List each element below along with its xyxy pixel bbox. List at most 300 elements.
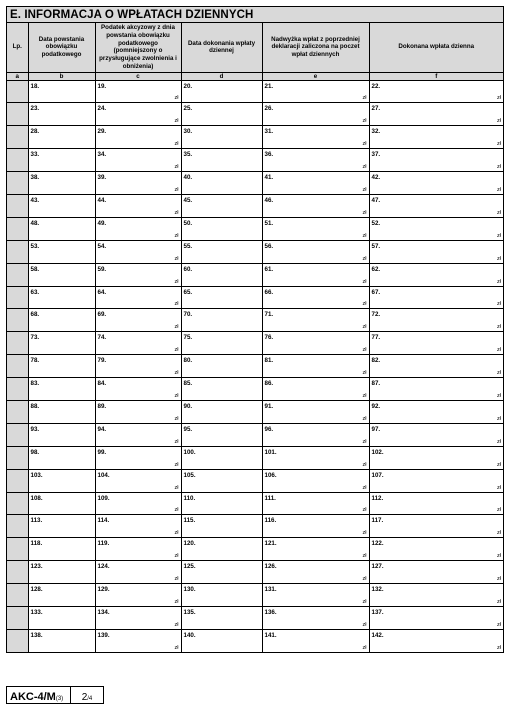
table-row (7, 355, 503, 378)
field-number: 24. (97, 105, 107, 113)
field-number: 102. (371, 448, 384, 456)
field-number: 99. (97, 448, 107, 456)
table-row (7, 584, 503, 607)
field-number: 95. (183, 425, 193, 433)
daily-payment-field[interactable] (369, 149, 503, 172)
row-lp-cell (7, 240, 28, 263)
tax-obligation-date-field[interactable] (28, 584, 95, 607)
overpayment-field[interactable] (262, 263, 369, 286)
row-lp-cell (7, 538, 28, 561)
tax-obligation-date-field[interactable] (28, 286, 95, 309)
table-row (7, 217, 503, 240)
field-number: 84. (97, 380, 107, 388)
table-row (7, 309, 503, 332)
field-number: 37. (371, 151, 381, 159)
overpayment-field[interactable] (262, 378, 369, 401)
currency-label: zł (362, 232, 367, 239)
currency-label: zł (174, 530, 179, 537)
daily-payment-field[interactable] (369, 446, 503, 469)
column-letter: d (181, 72, 262, 80)
excise-tax-field[interactable] (95, 492, 181, 515)
currency-label: zł (496, 278, 501, 285)
currency-label: zł (496, 484, 501, 491)
field-number: 123. (30, 563, 43, 571)
field-number: 26. (264, 105, 274, 113)
field-number: 137. (371, 608, 384, 616)
field-number: 107. (371, 471, 384, 479)
currency-label: zł (362, 553, 367, 560)
currency-label: zł (496, 186, 501, 193)
row-lp-cell (7, 584, 28, 607)
excise-tax-field[interactable] (95, 194, 181, 217)
excise-tax-field[interactable] (95, 217, 181, 240)
daily-payment-field[interactable] (369, 469, 503, 492)
tax-obligation-date-field[interactable] (28, 469, 95, 492)
excise-tax-field[interactable] (95, 446, 181, 469)
field-number: 50. (183, 219, 193, 227)
tax-obligation-date-field[interactable] (28, 629, 95, 652)
excise-tax-field[interactable] (95, 355, 181, 378)
field-number: 128. (30, 586, 43, 594)
column-letter: c (95, 72, 181, 80)
daily-payment-field[interactable] (369, 80, 503, 103)
excise-tax-field[interactable] (95, 126, 181, 149)
payment-date-field[interactable] (181, 103, 262, 126)
currency-label: zł (496, 164, 501, 171)
overpayment-field[interactable] (262, 240, 369, 263)
daily-payment-field[interactable] (369, 400, 503, 423)
field-number: 71. (264, 311, 274, 319)
currency-label: zł (496, 576, 501, 583)
payment-date-field[interactable] (181, 240, 262, 263)
field-number: 57. (371, 242, 381, 250)
tax-obligation-date-field[interactable] (28, 149, 95, 172)
overpayment-field[interactable] (262, 538, 369, 561)
payment-date-field[interactable] (181, 355, 262, 378)
excise-tax-field[interactable] (95, 400, 181, 423)
excise-tax-field[interactable] (95, 561, 181, 584)
tax-obligation-date-field[interactable] (28, 263, 95, 286)
currency-label: zł (496, 347, 501, 354)
field-number: 86. (264, 380, 274, 388)
currency-label: zł (174, 95, 179, 102)
currency-label: zł (362, 415, 367, 422)
overpayment-field[interactable] (262, 629, 369, 652)
daily-payment-field[interactable] (369, 606, 503, 629)
field-number: 83. (30, 380, 40, 388)
table-row (7, 194, 503, 217)
tax-obligation-date-field[interactable] (28, 561, 95, 584)
daily-payment-field[interactable] (369, 492, 503, 515)
table-row (7, 126, 503, 149)
field-number: 91. (264, 402, 274, 410)
tax-obligation-date-field[interactable] (28, 332, 95, 355)
table-row (7, 629, 503, 652)
overpayment-field[interactable] (262, 149, 369, 172)
table-row (7, 332, 503, 355)
field-number: 114. (97, 517, 110, 525)
currency-label: zł (362, 164, 367, 171)
overpayment-field[interactable] (262, 446, 369, 469)
payment-date-field[interactable] (181, 584, 262, 607)
daily-payment-field[interactable] (369, 217, 503, 240)
field-number: 138. (30, 631, 43, 639)
overpayment-field[interactable] (262, 515, 369, 538)
overpayment-field[interactable] (262, 80, 369, 103)
tax-obligation-date-field[interactable] (28, 217, 95, 240)
column-letter: e (262, 72, 369, 80)
field-number: 31. (264, 128, 274, 136)
field-number: 59. (97, 265, 107, 273)
field-number: 42. (371, 174, 381, 182)
currency-label: zł (174, 598, 179, 605)
overpayment-field[interactable] (262, 172, 369, 195)
field-number: 35. (183, 151, 193, 159)
payment-date-field[interactable] (181, 263, 262, 286)
daily-payments-table (7, 23, 503, 652)
field-number: 92. (371, 402, 381, 410)
currency-label: zł (362, 186, 367, 193)
excise-tax-field[interactable] (95, 286, 181, 309)
field-number: 53. (30, 242, 40, 250)
tax-obligation-date-field[interactable] (28, 515, 95, 538)
column-header-payment-date: Data dokonania wpłaty dziennej (181, 23, 262, 72)
payment-date-field[interactable] (181, 606, 262, 629)
overpayment-field[interactable] (262, 355, 369, 378)
payment-date-field[interactable] (181, 538, 262, 561)
column-letter: f (369, 72, 503, 80)
field-number: 79. (97, 357, 107, 365)
overpayment-field[interactable] (262, 194, 369, 217)
currency-label: zł (174, 370, 179, 377)
currency-label: zł (362, 461, 367, 468)
field-number: 65. (183, 288, 193, 296)
row-lp-cell (7, 561, 28, 584)
field-number: 19. (97, 82, 107, 90)
excise-tax-field[interactable] (95, 629, 181, 652)
daily-payment-field[interactable] (369, 515, 503, 538)
tax-obligation-date-field[interactable] (28, 80, 95, 103)
table-row (7, 492, 503, 515)
currency-label: zł (362, 621, 367, 628)
currency-label: zł (496, 232, 501, 239)
currency-label: zł (174, 255, 179, 262)
daily-payment-field[interactable] (369, 423, 503, 446)
column-header-lp: Lp. (7, 23, 28, 72)
field-number: 108. (30, 494, 43, 502)
table-row (7, 606, 503, 629)
column-header-daily-payment: Dokonana wpłata dzienna (369, 23, 503, 72)
page-number (71, 687, 103, 703)
column-header-overpayment: Nadwyżka wpłat z poprzedniej deklaracji zaliczona na poczet wpłat dziennych (262, 23, 369, 72)
excise-tax-field[interactable] (95, 172, 181, 195)
field-number: 51. (264, 219, 274, 227)
tax-obligation-date-field[interactable] (28, 400, 95, 423)
excise-tax-field[interactable] (95, 515, 181, 538)
field-number: 70. (183, 311, 193, 319)
row-lp-cell (7, 103, 28, 126)
tax-obligation-date-field[interactable] (28, 103, 95, 126)
currency-label: zł (362, 141, 367, 148)
field-number: 78. (30, 357, 40, 365)
currency-label: zł (362, 484, 367, 491)
daily-payment-field[interactable] (369, 240, 503, 263)
daily-payment-field[interactable] (369, 378, 503, 401)
tax-obligation-date-field[interactable] (28, 446, 95, 469)
currency-label: zł (174, 301, 179, 308)
field-number: 49. (97, 219, 107, 227)
excise-tax-field[interactable] (95, 584, 181, 607)
table-row (7, 240, 503, 263)
currency-label: zł (174, 232, 179, 239)
tax-obligation-date-field[interactable] (28, 492, 95, 515)
field-number: 109. (97, 494, 110, 502)
payment-date-field[interactable] (181, 400, 262, 423)
currency-label: zł (174, 324, 179, 331)
tax-obligation-date-field[interactable] (28, 423, 95, 446)
field-number: 122. (371, 540, 384, 548)
field-number: 142. (371, 631, 384, 639)
row-lp-cell (7, 309, 28, 332)
currency-label: zł (362, 95, 367, 102)
excise-tax-field[interactable] (95, 309, 181, 332)
excise-tax-field[interactable] (95, 103, 181, 126)
field-number: 66. (264, 288, 274, 296)
field-number: 54. (97, 242, 107, 250)
payment-date-field[interactable] (181, 492, 262, 515)
field-number: 139. (97, 631, 110, 639)
currency-label: zł (496, 415, 501, 422)
excise-tax-field[interactable] (95, 240, 181, 263)
daily-payment-field[interactable] (369, 538, 503, 561)
field-number: 119. (97, 540, 110, 548)
field-number: 113. (30, 517, 43, 525)
currency-label: zł (174, 461, 179, 468)
overpayment-field[interactable] (262, 332, 369, 355)
daily-payment-field[interactable] (369, 286, 503, 309)
table-row (7, 149, 503, 172)
payment-date-field[interactable] (181, 126, 262, 149)
payment-date-field[interactable] (181, 217, 262, 240)
payment-date-field[interactable] (181, 446, 262, 469)
overpayment-field[interactable] (262, 126, 369, 149)
daily-payment-field[interactable] (369, 309, 503, 332)
overpayment-field[interactable] (262, 103, 369, 126)
excise-tax-field[interactable] (95, 149, 181, 172)
payment-date-field[interactable] (181, 80, 262, 103)
field-number: 90. (183, 402, 193, 410)
currency-label: zł (174, 621, 179, 628)
payment-date-field[interactable] (181, 629, 262, 652)
currency-label: zł (174, 186, 179, 193)
field-number: 48. (30, 219, 40, 227)
row-lp-cell (7, 286, 28, 309)
currency-label: zł (174, 118, 179, 125)
field-number: 85. (183, 380, 193, 388)
excise-tax-field[interactable] (95, 80, 181, 103)
field-number: 33. (30, 151, 40, 159)
page-current: 2 (81, 692, 88, 703)
field-number: 62. (371, 265, 381, 273)
excise-tax-field[interactable] (95, 606, 181, 629)
tax-obligation-date-field[interactable] (28, 240, 95, 263)
row-lp-cell (7, 194, 28, 217)
section-title: E. INFORMACJA O WPŁATACH DZIENNYCH (7, 7, 503, 23)
field-number: 64. (97, 288, 107, 296)
field-number: 126. (264, 563, 277, 571)
field-number: 98. (30, 448, 40, 456)
payment-date-field[interactable] (181, 194, 262, 217)
field-number: 116. (264, 517, 277, 525)
row-lp-cell (7, 263, 28, 286)
currency-label: zł (174, 553, 179, 560)
field-number: 120. (183, 540, 196, 548)
field-number: 104. (97, 471, 110, 479)
tax-obligation-date-field[interactable] (28, 355, 95, 378)
field-number: 103. (30, 471, 43, 479)
payment-date-field[interactable] (181, 332, 262, 355)
field-number: 132. (371, 586, 384, 594)
tax-obligation-date-field[interactable] (28, 126, 95, 149)
field-number: 60. (183, 265, 193, 273)
overpayment-field[interactable] (262, 606, 369, 629)
field-number: 22. (371, 82, 381, 90)
field-number: 106. (264, 471, 277, 479)
table-row (7, 538, 503, 561)
currency-label: zł (362, 324, 367, 331)
daily-payment-field[interactable] (369, 103, 503, 126)
currency-label: zł (496, 255, 501, 262)
field-number: 20. (183, 82, 193, 90)
daily-payment-field[interactable] (369, 355, 503, 378)
field-number: 30. (183, 128, 193, 136)
currency-label: zł (362, 370, 367, 377)
payment-date-field[interactable] (181, 561, 262, 584)
daily-payment-field[interactable] (369, 194, 503, 217)
field-number: 130. (183, 586, 196, 594)
table-row (7, 515, 503, 538)
field-number: 112. (371, 494, 384, 502)
table-row (7, 378, 503, 401)
field-number: 41. (264, 174, 274, 182)
daily-payment-field[interactable] (369, 561, 503, 584)
payment-date-field[interactable] (181, 515, 262, 538)
field-number: 75. (183, 334, 193, 342)
row-lp-cell (7, 355, 28, 378)
overpayment-field[interactable] (262, 286, 369, 309)
currency-label: zł (496, 141, 501, 148)
field-number: 47. (371, 196, 381, 204)
field-number: 115. (183, 517, 196, 525)
field-number: 124. (97, 563, 110, 571)
daily-payment-field[interactable] (369, 172, 503, 195)
excise-tax-field[interactable] (95, 538, 181, 561)
table-row (7, 469, 503, 492)
field-number: 141. (264, 631, 277, 639)
field-number: 58. (30, 265, 40, 273)
field-number: 105. (183, 471, 196, 479)
field-number: 29. (97, 128, 107, 136)
currency-label: zł (362, 118, 367, 125)
field-number: 97. (371, 425, 381, 433)
table-row (7, 286, 503, 309)
excise-tax-field[interactable] (95, 263, 181, 286)
currency-label: zł (496, 645, 501, 652)
row-lp-cell (7, 515, 28, 538)
excise-tax-field[interactable] (95, 469, 181, 492)
row-lp-cell (7, 629, 28, 652)
currency-label: zł (174, 164, 179, 171)
payment-date-field[interactable] (181, 309, 262, 332)
field-number: 28. (30, 128, 40, 136)
excise-tax-field[interactable] (95, 378, 181, 401)
tax-obligation-date-field[interactable] (28, 172, 95, 195)
table-row (7, 263, 503, 286)
field-number: 134. (97, 608, 110, 616)
field-number: 87. (371, 380, 381, 388)
overpayment-field[interactable] (262, 309, 369, 332)
payment-date-field[interactable] (181, 149, 262, 172)
payment-date-field[interactable] (181, 469, 262, 492)
currency-label: zł (362, 209, 367, 216)
field-number: 52. (371, 219, 381, 227)
overpayment-field[interactable] (262, 423, 369, 446)
excise-tax-field[interactable] (95, 423, 181, 446)
daily-payment-field[interactable] (369, 332, 503, 355)
currency-label: zł (496, 118, 501, 125)
overpayment-field[interactable] (262, 561, 369, 584)
currency-label: zł (496, 507, 501, 514)
overpayment-field[interactable] (262, 469, 369, 492)
row-lp-cell (7, 217, 28, 240)
form-footer (6, 686, 104, 704)
table-row (7, 80, 503, 103)
daily-payment-field[interactable] (369, 126, 503, 149)
payment-date-field[interactable] (181, 286, 262, 309)
field-number: 34. (97, 151, 107, 159)
payment-date-field[interactable] (181, 378, 262, 401)
tax-obligation-date-field[interactable] (28, 309, 95, 332)
field-number: 63. (30, 288, 40, 296)
excise-tax-field[interactable] (95, 332, 181, 355)
field-number: 96. (264, 425, 274, 433)
tax-obligation-date-field[interactable] (28, 378, 95, 401)
payment-date-field[interactable] (181, 172, 262, 195)
overpayment-field[interactable] (262, 584, 369, 607)
overpayment-field[interactable] (262, 400, 369, 423)
daily-payment-field[interactable] (369, 263, 503, 286)
table-row (7, 561, 503, 584)
field-number: 40. (183, 174, 193, 182)
field-number: 21. (264, 82, 274, 90)
field-number: 111. (264, 494, 276, 502)
currency-label: zł (362, 645, 367, 652)
field-number: 88. (30, 402, 40, 410)
row-lp-cell (7, 149, 28, 172)
overpayment-field[interactable] (262, 217, 369, 240)
field-number: 46. (264, 196, 274, 204)
daily-payment-field[interactable] (369, 584, 503, 607)
overpayment-field[interactable] (262, 492, 369, 515)
currency-label: zł (496, 621, 501, 628)
field-number: 118. (30, 540, 43, 548)
payment-date-field[interactable] (181, 423, 262, 446)
field-number: 117. (371, 517, 384, 525)
tax-obligation-date-field[interactable] (28, 538, 95, 561)
tax-obligation-date-field[interactable] (28, 606, 95, 629)
daily-payment-field[interactable] (369, 629, 503, 652)
tax-obligation-date-field[interactable] (28, 194, 95, 217)
